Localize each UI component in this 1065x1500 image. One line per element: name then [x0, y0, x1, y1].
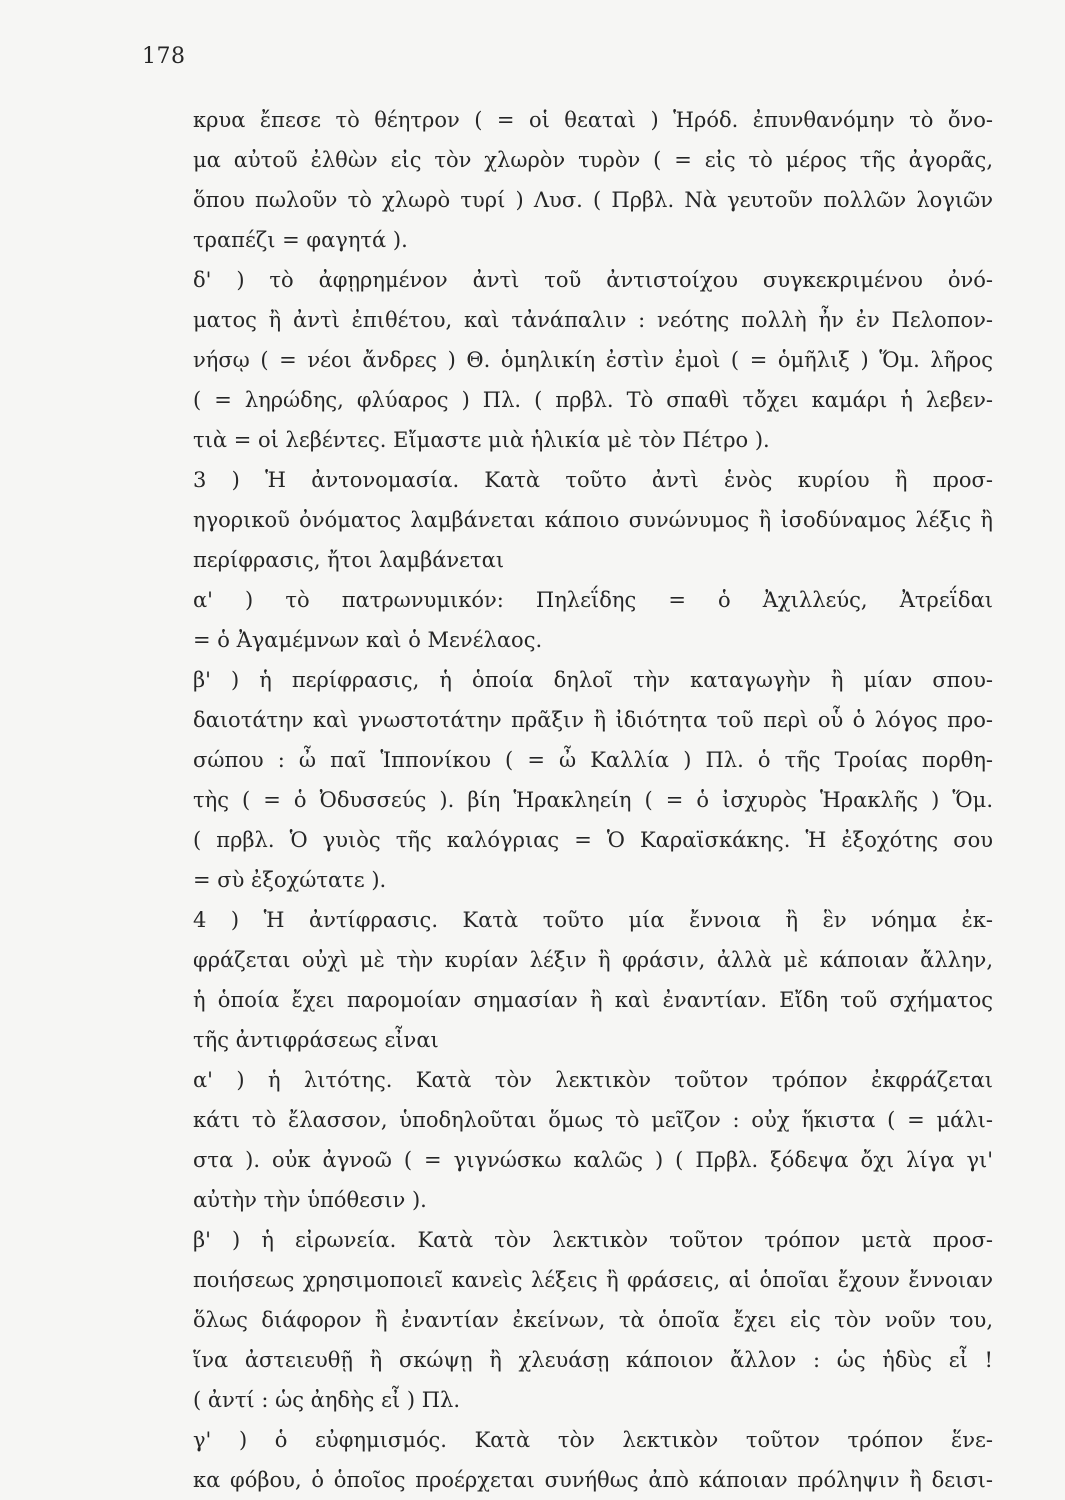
text-line: τραπέζι = φαγητά ).: [193, 228, 408, 252]
text-line: ἵνα ἀστειευθῇ ἢ σκώψῃ ἢ χλευάσῃ κάποιον ἄλλον : ὡς ἡδὺς εἶ !: [193, 1348, 993, 1372]
text-line: στα ). οὐκ ἀγνοῶ ( = γιγνώσκω καλῶς ) ( Πρβλ. ξόδεψα ὄχι λίγα γι': [193, 1148, 993, 1172]
text-line: ὅπου πωλοῦν τὸ χλωρὸ τυρί ) Λυσ. ( Πρβλ. Νὰ γευτοῦν πολλῶν λογιῶν: [193, 188, 993, 212]
text-line: ( πρβλ. Ὁ γυιὸς τῆς καλόγριας = Ὁ Καραϊσκάκης. Ἡ ἐξοχότης σου: [193, 828, 993, 852]
text-line: ποιήσεως χρησιμοποιεῖ κανεὶς λέξεις ἢ φράσεις, αἱ ὁποῖαι ἔχουν ἔννοιαν: [193, 1268, 993, 1292]
text-line: κα φόβου, ὁ ὁποῖος προέρχεται συνήθως ἀπὸ κάποιαν πρόληψιν ἢ δεισι-: [193, 1468, 993, 1492]
text-line: ( ἀντί : ὡς ἀηδὴς εἶ ) Πλ.: [193, 1388, 461, 1412]
text-line: τὴς ( = ὁ Ὀδυσσεύς ). βίη Ἡρακληείη ( = ὁ ἰσχυρὸς Ἡρακλῆς ) Ὅμ.: [193, 788, 993, 812]
text-line: 4 ) Ἡ ἀντίφρασις. Κατὰ τοῦτο μία ἔννοια ἢ ἓν νόημα ἐκ-: [193, 908, 993, 932]
text-line: κάτι τὸ ἔλασσον, ὑποδηλοῦται ὅμως τὸ μεῖζον : οὐχ ἥκιστα ( = μάλι-: [193, 1108, 993, 1132]
text-line: γ' ) ὁ εὐφημισμός. Κατὰ τὸν λεκτικὸν τοῦτον τρόπον ἕνε-: [193, 1428, 993, 1452]
text-line: μα αὐτοῦ ἐλθὼν εἰς τὸν χλωρὸν τυρὸν ( = εἰς τὸ μέρος τῆς ἀγορᾶς,: [193, 148, 993, 172]
text-line: ηγορικοῦ ὀνόματος λαμβάνεται κάποιο συνώνυμος ἢ ἰσοδύναμος λέξις ἢ: [193, 508, 993, 532]
text-line: ( = ληρώδης, φλύαρος ) Πλ. ( πρβλ. Τὸ σπαθὶ τὄχει καμάρι ἡ λεβεν-: [193, 388, 993, 412]
text-line: α' ) τὸ πατρωνυμικόν: Πηλεΐδης = ὁ Ἀχιλλεύς, Ἀτρεΐδαι: [193, 588, 993, 612]
text-line: σώπου : ὦ παῖ Ἱππονίκου ( = ὦ Καλλία ) Πλ. ὁ τῆς Τροίας πορθη-: [193, 748, 993, 772]
text-line: δ' ) τὸ ἀφῃρημένον ἀντὶ τοῦ ἀντιστοίχου συγκεκριμένου ὀνό-: [193, 268, 993, 292]
text-line: δαιοτάτην καὶ γνωστοτάτην πρᾶξιν ἢ ἰδιότητα τοῦ περὶ οὗ ὁ λόγος προ-: [193, 708, 993, 732]
text-line: β' ) ἡ περίφρασις, ἡ ὁποία δηλοῖ τὴν καταγωγὴν ἢ μίαν σπου-: [193, 668, 993, 692]
text-line: ματος ἢ ἀντὶ ἐπιθέτου, καὶ τἀνάπαλιν : νεότης πολλὴ ἦν ἐν Πελοπον-: [193, 308, 993, 332]
text-line: φράζεται οὐχὶ μὲ τὴν κυρίαν λέξιν ἢ φράσιν, ἀλλὰ μὲ κάποιαν ἄλλην,: [193, 948, 993, 972]
text-line: νήσῳ ( = νέοι ἄνδρες ) Θ. ὁμηλικίη ἐστὶν ἐμοὶ ( = ὁμῆλιξ ) Ὅμ. λῆρος: [193, 348, 993, 372]
text-line: = ὁ Ἀγαμέμνων καὶ ὁ Μενέλαος.: [193, 628, 543, 652]
text-line: α' ) ἡ λιτότης. Κατὰ τὸν λεκτικὸν τοῦτον τρόπον ἐκφράζεται: [193, 1068, 993, 1092]
text-line: τῆς ἀντιφράσεως εἶναι: [193, 1028, 439, 1052]
page-number: 178: [142, 44, 186, 69]
text-line: = σὺ ἐξοχώτατε ).: [193, 868, 387, 892]
text-line: τιὰ = οἱ λεβέντες. Εἴμαστε μιὰ ἡλικία μὲ τὸν Πέτρο ).: [193, 428, 770, 452]
text-line: β' ) ἡ εἰρωνεία. Κατὰ τὸν λεκτικὸν τοῦτον τρόπον μετὰ προσ-: [193, 1228, 993, 1252]
text-line: περίφρασις, ἤτοι λαμβάνεται: [193, 548, 505, 572]
text-line: ὅλως διάφορον ἢ ἐναντίαν ἐκείνων, τὰ ὁποῖα ἔχει εἰς τὸν νοῦν του,: [193, 1308, 993, 1332]
text-line: 3 ) Ἡ ἀντονομασία. Κατὰ τοῦτο ἀντὶ ἑνὸς κυρίου ἢ προσ-: [193, 468, 993, 492]
text-line: ἡ ὁποία ἔχει παρομοίαν σημασίαν ἢ καὶ ἐναντίαν. Εἴδη τοῦ σχήματος: [193, 988, 993, 1012]
text-line: κρυα ἔπεσε τὸ θέητρον ( = οἱ θεαταὶ ) Ἡρόδ. ἐπυνθανόμην τὸ ὄνο-: [193, 108, 993, 132]
text-line: αὐτὴν τὴν ὑπόθεσιν ).: [193, 1188, 427, 1212]
